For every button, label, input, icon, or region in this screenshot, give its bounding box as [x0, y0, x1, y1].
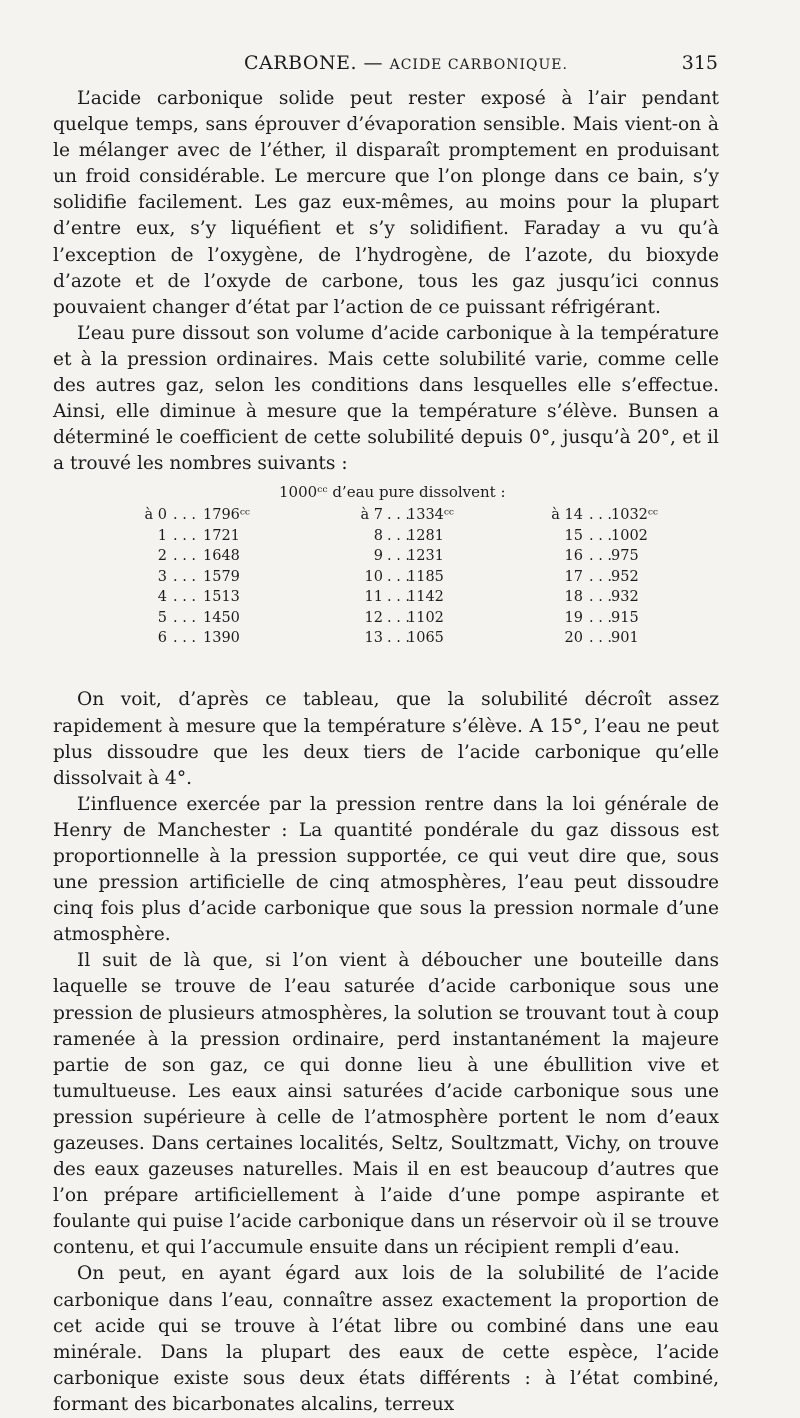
volume: 1002	[611, 527, 648, 544]
leader-dots: . . .	[387, 507, 411, 524]
temperature: 17	[564, 568, 583, 585]
temperature: 15	[564, 527, 583, 544]
leader-dots: . . .	[173, 548, 197, 565]
table-row	[503, 526, 703, 547]
paragraph: On peut, en ayant égard aux lois de la solubilité de l’acide carbonique dans l’eau, connaître assez exactement la proportion de cet acide qui se trouve à l’état libre ou combiné dans une eau minérale. Dans la plupart des eaux de cette espèce, l’acide carbonique existe sous deux états différents : à l’état combiné, formant des bicarbonates alcalins, terreux	[53, 1263, 719, 1415]
temperature: à 0	[144, 507, 167, 524]
volume: 1648	[203, 548, 240, 565]
table-row	[107, 505, 297, 526]
leader-dots: . . .	[387, 548, 411, 565]
leader-dots: . . .	[589, 589, 613, 606]
table-row	[303, 546, 503, 567]
leader-dots: . . .	[589, 507, 613, 524]
volume: 1721	[203, 527, 240, 544]
volume: 915	[611, 609, 639, 626]
temperature: à 7	[360, 507, 383, 524]
table-column-1	[107, 505, 297, 649]
section-title: ACIDE CARBONIQUE.	[389, 57, 568, 73]
temperature: 19	[564, 609, 583, 626]
table-row	[107, 546, 297, 567]
solubility-table	[53, 477, 719, 687]
table-row	[303, 526, 503, 547]
volume: 1334ᶜᶜ	[407, 507, 454, 524]
running-header	[50, 52, 720, 80]
leader-dots: . . .	[387, 568, 411, 585]
leader-dots: . . .	[589, 630, 613, 647]
leader-dots: . . .	[173, 527, 197, 544]
table-row	[303, 608, 503, 629]
table-row	[303, 628, 503, 649]
temperature: 10	[364, 568, 383, 585]
table-column-3	[503, 505, 703, 649]
table-row	[503, 608, 703, 629]
table-row	[303, 505, 503, 526]
leader-dots: . . .	[387, 527, 411, 544]
table-row	[503, 546, 703, 567]
leader-dots: . . .	[387, 609, 411, 626]
paragraph: L’influence exercée par la pression rentre dans la loi générale de Henry de Manchester : La quantité pondérale du gaz dissous est proportionnelle à la pression supportée, ce qui veut dire que, sous une pression artificielle de cinq atmosphères, l’eau peut dissoudre cinq fois plus d’acide carbonique que sous la pression normale d’une atmosphère.	[53, 793, 719, 946]
temperature: 6	[157, 630, 167, 647]
volume: 1796ᶜᶜ	[203, 507, 250, 524]
volume: 1390	[203, 630, 240, 647]
table-row	[503, 628, 703, 649]
table-caption: 1000ᶜᶜ d’eau pure dissolvent :	[279, 483, 506, 502]
temperature: 4	[157, 589, 167, 606]
header-dash: —	[357, 52, 390, 74]
temperature: 2	[157, 548, 167, 565]
temperature: 8	[373, 527, 383, 544]
table-row	[503, 567, 703, 588]
body-text	[53, 86, 719, 1418]
leader-dots: . . .	[589, 609, 613, 626]
volume: 1450	[203, 609, 240, 626]
temperature: 11	[364, 589, 383, 606]
volume: 1142	[407, 589, 444, 606]
volume: 975	[611, 548, 639, 565]
volume: 901	[611, 630, 639, 647]
volume: 1579	[203, 568, 240, 585]
temperature: 16	[564, 548, 583, 565]
paragraph: L’acide carbonique solide peut rester exposé à l’air pendant quelque temps, sans éprouver d’évaporation sensible. Mais vient-on à le mélanger avec de l’éther, il disparaît promptement en produisant un froid considérable. Le mercure que l’on plonge dans ce bain, s’y solidifie facilement. Les gaz eux-mêmes, au moins pour la plupart d’entre eux, s’y liquéfient et s’y solidifient. Faraday a vu qu’à l’exception de l’oxygène, de l’hydrogène, de l’azote, du bioxyde d’azote et de l’oxyde de carbone, tous les gaz jusqu’ici connus pouvaient changer d’état par l’action de ce puissant réfrigérant.	[53, 88, 719, 318]
temperature: 3	[157, 568, 167, 585]
leader-dots: . . .	[589, 568, 613, 585]
volume: 1065	[407, 630, 444, 647]
table-row	[107, 628, 297, 649]
volume: 1032ᶜᶜ	[611, 507, 658, 524]
temperature: 1	[157, 527, 167, 544]
table-row	[107, 526, 297, 547]
temperature: 12	[364, 609, 383, 626]
leader-dots: . . .	[173, 507, 197, 524]
table-row	[107, 608, 297, 629]
table-row	[107, 587, 297, 608]
table-column-2	[303, 505, 503, 649]
leader-dots: . . .	[387, 630, 411, 647]
temperature: 18	[564, 589, 583, 606]
header-title-group	[244, 52, 568, 74]
leader-dots: . . .	[173, 609, 197, 626]
volume: 1185	[407, 568, 444, 585]
volume: 1513	[203, 589, 240, 606]
temperature: 13	[364, 630, 383, 647]
chapter-title: CARBONE.	[244, 52, 357, 74]
leader-dots: . . .	[387, 589, 411, 606]
temperature: à 14	[551, 507, 583, 524]
paragraph: Il suit de là que, si l’on vient à déboucher une bouteille dans laquelle se trouve de l’eau saturée d’acide carbonique sous une pression de plusieurs atmosphères, la solution se trouvant tout à coup ramenée à la pression ordinaire, perd instantanément la majeure partie de son gaz, ce qui donne lieu à une ébullition vive et tumultueuse. Les eaux ainsi saturées d’acide carbonique sous une pression supérieure à celle de l’atmosphère portent le nom d’eaux gazeuses. Dans certaines localités, Seltz, Soultzmatt, Vichy, on trouve des eaux gazeuses naturelles. Mais il en est beaucoup d’autres que l’on prépare artificiellement à l’aide d’une pompe aspirante et foulante qui puise l’acide carbonique dans un réservoir où il se trouve contenu, et qui l’accumule ensuite dans un récipient rempli d’eau.	[53, 950, 719, 1259]
volume: 1102	[407, 609, 444, 626]
volume: 1231	[407, 548, 444, 565]
table-row	[503, 505, 703, 526]
table-row	[303, 587, 503, 608]
temperature: 9	[373, 548, 383, 565]
volume: 932	[611, 589, 639, 606]
leader-dots: . . .	[173, 568, 197, 585]
table-row	[303, 567, 503, 588]
leader-dots: . . .	[173, 630, 197, 647]
table-row	[503, 587, 703, 608]
temperature: 5	[157, 609, 167, 626]
volume: 952	[611, 568, 639, 585]
leader-dots: . . .	[589, 548, 613, 565]
leader-dots: . . .	[589, 527, 613, 544]
paragraph: L’eau pure dissout son volume d’acide carbonique à la température et à la pression ordinaires. Mais cette solubilité varie, comme celle des autres gaz, selon les conditions dans lesquelles elle s’effectue. Ainsi, elle diminue à mesure que la température s’élève. Bunsen a déterminé le coefficient de cette solubilité depuis 0°, jusqu’à 20°, et il a trouvé les nombres suivants :	[53, 322, 719, 475]
leader-dots: . . .	[173, 589, 197, 606]
page-number: 315	[681, 52, 718, 74]
table-row	[107, 567, 297, 588]
paragraph: On voit, d’après ce tableau, que la solubilité décroît assez rapidement à mesure que la température s’élève. A 15°, l’eau ne peut plus dissoudre que les deux tiers de l’acide carbonique qu’elle dissolvait à 4°.	[53, 689, 719, 789]
temperature: 20	[564, 630, 583, 647]
volume: 1281	[407, 527, 444, 544]
